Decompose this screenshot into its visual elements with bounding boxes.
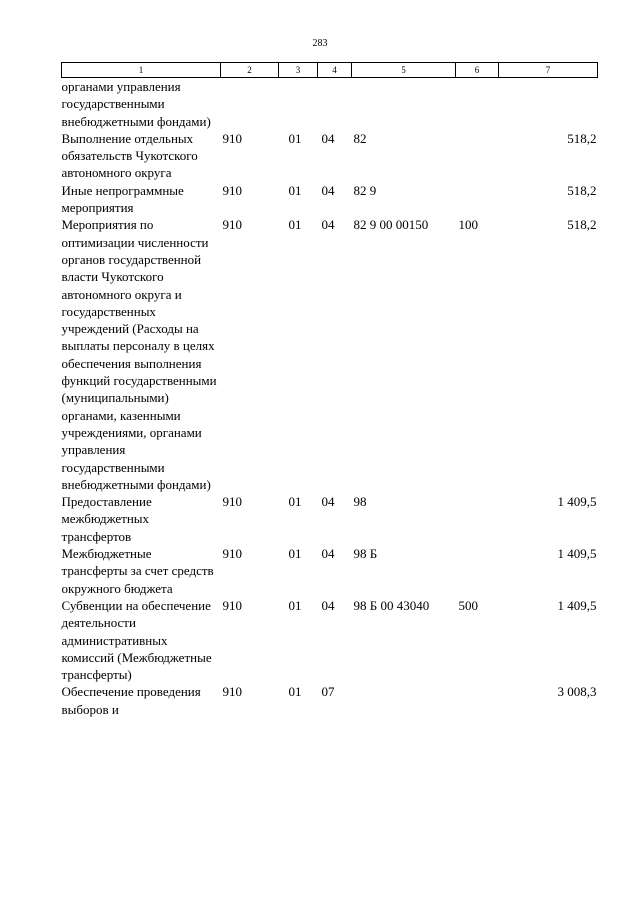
admin-code-cell: 910: [222, 217, 242, 233]
column-header: 3: [279, 63, 318, 78]
row-name-cell: Иные непрограммные мероприятия: [61, 182, 184, 216]
subsection-cell: 04: [321, 130, 335, 146]
subsection-cell: 04: [321, 182, 335, 198]
row-name-cell: Субвенции на обеспечение деятельности административных комиссий (Межбюджетные трансферты): [61, 597, 212, 683]
amount-cell: [499, 78, 598, 130]
amount-cell: 3 008,3: [557, 684, 597, 700]
column-header: 4: [318, 63, 352, 78]
table-row: [62, 683, 598, 718]
subsection-cell: 04: [321, 546, 335, 562]
amount-cell: 1 409,5: [557, 494, 597, 510]
target-article-cell: 82: [353, 130, 367, 146]
row-name-cell: Обеспечение проведения выборов и: [61, 684, 201, 717]
admin-code-cell: 910: [222, 684, 242, 700]
target-article-cell: 98 Б: [353, 546, 378, 562]
expense-type-cell: [456, 493, 499, 545]
amount-cell: 518,2: [567, 130, 597, 146]
section-cell: 01: [288, 684, 302, 700]
table-row: [62, 182, 598, 217]
section-cell: 01: [288, 546, 302, 562]
table-row: [62, 597, 598, 683]
expense-type-cell: [456, 683, 499, 718]
row-name-cell: Мероприятия по оптимизации численности органов государственной власти Чукотского автономного округа и государственных учреждений (Расходы на выплаты персоналу в целях обеспечения выполнения функций государственными (муниципальными) органами, казенными учреждениями, органами управления государственными внебюджетными фондами): [61, 217, 217, 492]
admin-code-cell: 910: [222, 597, 242, 613]
subsection-cell: 04: [321, 597, 335, 613]
admin-code-cell: 910: [222, 182, 242, 198]
section-cell: [279, 78, 318, 130]
amount-cell: 1 409,5: [557, 546, 597, 562]
expense-type-cell: 500: [458, 597, 478, 613]
admin-code-cell: [221, 78, 279, 130]
expense-type-cell: [456, 78, 499, 130]
subsection-cell: [318, 78, 352, 130]
column-header: 7: [499, 63, 598, 78]
section-cell: 01: [288, 130, 302, 146]
page-number: 283: [312, 38, 328, 49]
target-article-cell: 98: [353, 494, 367, 510]
row-name-cell: Межбюджетные трансферты за счет средств окружного бюджета: [61, 546, 214, 596]
table-row: [62, 493, 598, 545]
section-cell: 01: [288, 182, 302, 198]
subsection-cell: 04: [321, 494, 335, 510]
expense-type-cell: [456, 130, 499, 182]
section-cell: 01: [288, 217, 302, 233]
column-header: 2: [221, 63, 279, 78]
table-row: [62, 216, 598, 493]
row-name-cell: Предоставление межбюджетных трансфертов: [61, 494, 152, 544]
amount-cell: 1 409,5: [557, 597, 597, 613]
target-article-cell: 82 9: [353, 182, 377, 198]
section-cell: 01: [288, 494, 302, 510]
target-article-cell: 82 9 00 00150: [353, 217, 429, 233]
target-article-cell: 98 Б 00 43040: [353, 597, 430, 613]
amount-cell: 518,2: [567, 217, 597, 233]
expense-type-cell: [456, 545, 499, 597]
column-header: 5: [352, 63, 456, 78]
subsection-cell: 04: [321, 217, 335, 233]
subsection-cell: 07: [321, 684, 335, 700]
section-cell: 01: [288, 597, 302, 613]
table-row: [62, 78, 598, 130]
target-article-cell: [352, 78, 456, 130]
admin-code-cell: 910: [222, 494, 242, 510]
expense-type-cell: 100: [458, 217, 478, 233]
expense-type-cell: [456, 182, 499, 217]
table-header-row: [62, 63, 598, 78]
table-row: [62, 545, 598, 597]
row-name-cell: Выполнение отдельных обязательств Чукотского автономного округа: [61, 130, 198, 181]
target-article-cell: [352, 683, 456, 718]
column-header: 1: [62, 63, 221, 78]
column-header: 6: [456, 63, 499, 78]
admin-code-cell: 910: [222, 546, 242, 562]
budget-table: [61, 62, 598, 718]
table-row: [62, 130, 598, 182]
row-name-cell: органами управления государственными внебюджетными фондами): [61, 79, 211, 129]
admin-code-cell: 910: [222, 130, 242, 146]
amount-cell: 518,2: [567, 182, 597, 198]
